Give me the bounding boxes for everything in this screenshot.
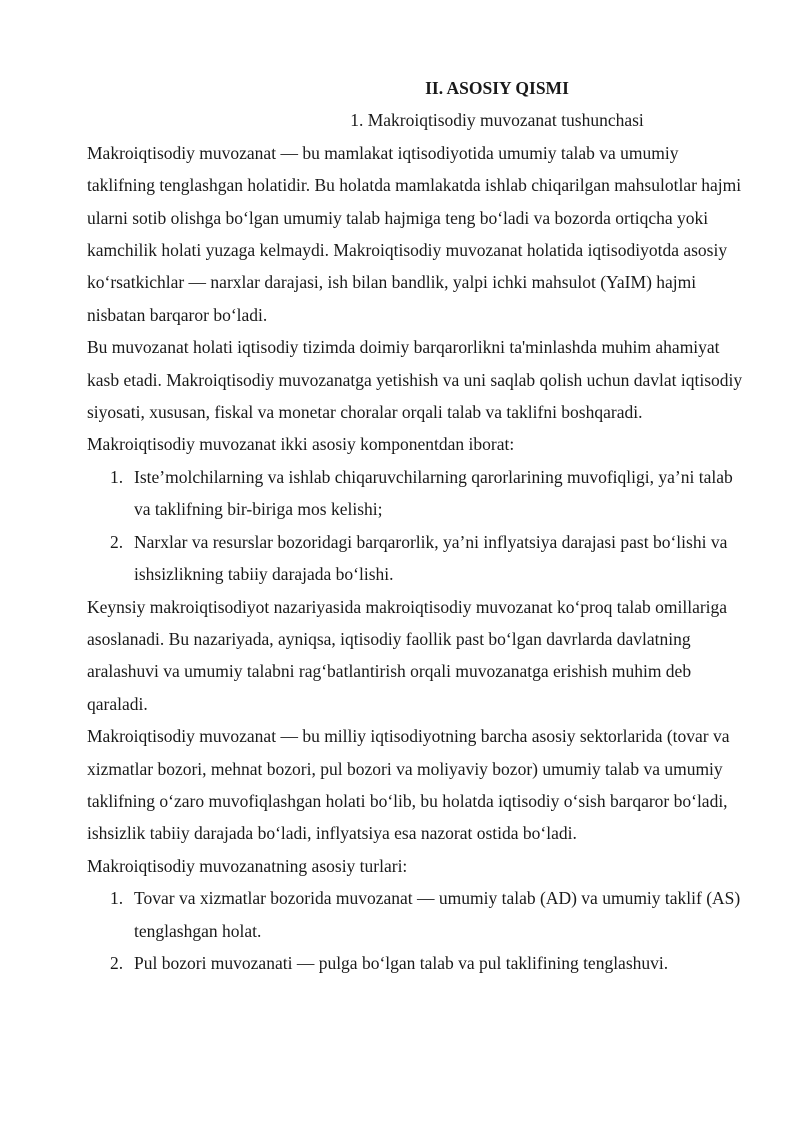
list-item [87, 526, 747, 591]
list-item [87, 882, 747, 947]
list-item-number: 1. [110, 888, 124, 909]
types-list [87, 882, 747, 979]
paragraph-types-intro: Makroiqtisodiy muvozanatning asosiy turlari: [87, 855, 408, 876]
paragraph-components-intro: Makroiqtisodiy muvozanat ikki asosiy komponentdan iborat: [87, 434, 515, 455]
list-item-text: Tovar va xizmatlar bozorida muvozanat — umumiy talab (AD) va umumiy taklif (AS) tenglashgan holat. [134, 888, 741, 941]
section-heading: II. ASOSIY QISMI [425, 78, 569, 98]
list-item-text: Iste’molchilarning va ishlab chiqaruvchilarning qarorlarining muvofiqligi, ya’ni talab va taklifning bir-biriga mos kelishi; [134, 466, 733, 520]
list-item-text: Pul bozori muvozanati — pulga boʻlgan talab va pul taklifining tenglashuvi. [134, 952, 669, 973]
list-item-text: Narxlar va resurslar bozoridagi barqarorlik, ya’ni inflyatsiya darajasi past boʻlishi va ishsizlikning tabiiy darajada boʻlishi. [134, 531, 728, 585]
list-item-number: 2. [110, 952, 124, 973]
document-body [87, 72, 747, 979]
paragraph-sectors: Makroiqtisodiy muvozanat — bu milliy iqtisodiyotning barcha asosiy sektorlarida (tovar va xizmatlar bozori, mehnat bozori, pul bozori va moliyaviy bozor) umumiy talab va umumiy taklifning oʻzaro muvofiqlashgan holati boʻlib, bu holatda iqtisodiy oʻsish barqaror boʻladi, ishsizlik tabiiy darajada boʻladi, inflyatsiya esa nazorat ostida boʻladi. [87, 726, 730, 844]
list-item-number: 2. [110, 531, 124, 552]
paragraph-stability: Bu muvozanat holati iqtisodiy tizimda doimiy barqarorlikni ta'minlashda muhim ahamiyat kasb etadi. Makroiqtisodiy muvozanatga yetishish va uni saqlab qolish uchun davlat iqtisodiy siyosati, xususan, fiskal va monetar choralar orqali talab va taklifni boshqaradi. [87, 337, 743, 423]
components-list [87, 461, 747, 591]
list-item [87, 947, 747, 979]
list-item [87, 461, 747, 526]
paragraph-keynesian: Keynsiy makroiqtisodiyot nazariyasida makroiqtisodiy muvozanat koʻproq talab omillariga asoslanadi. Bu nazariyada, ayniqsa, iqtisodiy faollik past boʻlgan davrlarda davlatning aralashuvi va umumiy talabni ragʻbatlantirish orqali muvozanatga erishish muhim deb qaraladi. [87, 596, 728, 714]
subsection-heading: 1. Makroiqtisodiy muvozanat tushunchasi [350, 110, 644, 131]
paragraph-definition: Makroiqtisodiy muvozanat — bu mamlakat iqtisodiyotida umumiy talab va umumiy taklifning tenglashgan holatidir. Bu holatda mamlakatda ishlab chiqarilgan mahsulotlar hajmi ularni sotib olishga boʻlgan umumiy talab hajmiga teng boʻladi va bozorda ortiqcha yoki kamchilik holati yuzaga kelmaydi. Makroiqtisodiy muvozanat holatida iqtisodiyotda asosiy koʻrsatkichlar — narxlar darajasi, ish bilan bandlik, yalpi ichki mahsulot (YaIM) hajmi nisbatan barqaror boʻladi. [87, 142, 742, 325]
list-item-number: 1. [110, 466, 124, 487]
